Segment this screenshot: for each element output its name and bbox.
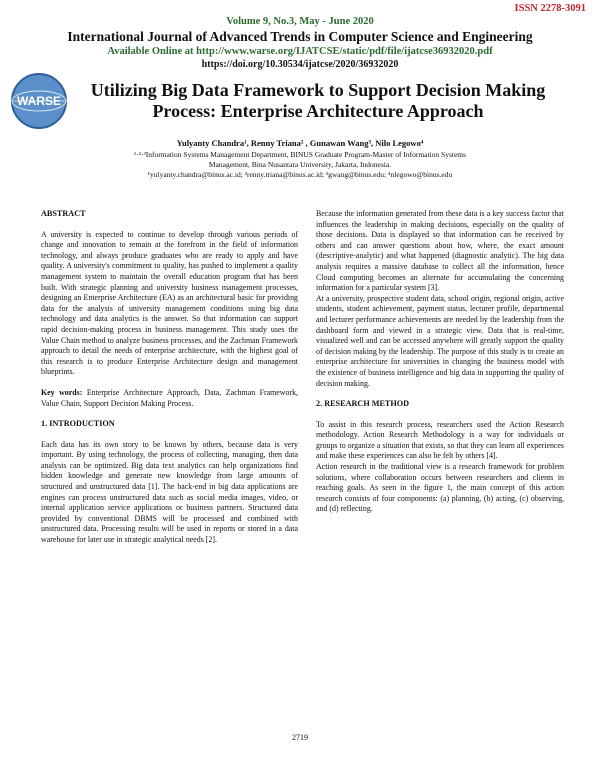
warse-logo xyxy=(5,70,73,132)
keywords-text: Enterprise Architecture Approach, Data, Zachman Framework, Value Chain, Support Decision Making Process. xyxy=(41,387,298,408)
affiliation-line1: ¹·²·³Information Systems Management Department, BINUS Graduate Program-Master of Information Systems xyxy=(133,150,467,159)
keywords-label: Key words: xyxy=(41,387,83,397)
affiliation xyxy=(85,150,515,180)
research-method-heading: 2. RESEARCH METHOD xyxy=(316,399,410,409)
method-paragraph-2: Action research in the traditional view is a research framework for problem solutions, where collaboration occurs between researchers and clients in reaching goals. As seen in the figure 1, the main concept of this action research consists of four components: (a) planning, (b) acting, (c) observing, and (d) reflecting. xyxy=(316,462,564,514)
volume-info: Volume 9, No.3, May - June 2020 xyxy=(226,16,374,27)
journal-title: International Journal of Advanced Trends in Computer Science and Engineering xyxy=(67,29,533,44)
intro-paragraph-2: Because the information generated from these data is a key success factor that influences the leadership in making decisions, especially on the quality of those decisions. Data is displayed so that information can be received by others and can answer questions about how, where, the exact amount (descriptive-analytic) and what happened (diagnostic analytic). The big data analysis requires a massive database to collect all the information, hence Cloud computing becomes an alternate for accumulating the concerning information for a particular system [3]. xyxy=(316,209,564,293)
online-url[interactable]: Available Online at http://www.warse.org/IJATCSE/static/pdf/file/ijatcse36932020.pdf xyxy=(107,46,493,57)
method-paragraph-1: To assist in this research process, researchers used the Action Research methodology. Action Research Methodology is a way for individuals or groups to organize a situation that exists, so that they can learn all experiences and make these experiences can also be felt by others [4]. xyxy=(316,419,564,461)
authors: Yulyanty Chandra¹, Renny Triana² , Gunawan Wang³, Nilo Legowo⁴ xyxy=(176,138,424,148)
keywords xyxy=(41,388,298,409)
right-column xyxy=(316,209,564,515)
left-column xyxy=(41,209,298,546)
issn: ISSN 2278-3091 xyxy=(514,3,586,14)
intro-paragraph-3: At a university, prospective student data, school origin, regional origin, active students, student achievement, payment status, lecturer profile, departmental and lecturer performance achievements are needed by the leadership from the dashboard form and viewed in a strategic view. Data that is real-time, visualized well and can be accessed anywhere will greatly support the quality of decision making by the leadership. The purpose of this study is to create an enterprise architecture for universities in changing the business model with the existence of business intelligence and big data in supporting the quality of decision making. xyxy=(316,293,564,388)
abstract-text: A university is expected to continue to develop through various periods of change and innovation to remain at the forefront in the field of information technology, and always produce graduates who are ready to apply and have quality. A university's commitment to quality, has pushed to implement a quality management system to maintain the overall education program that has been built. With strategic planning and university business management processes, designing an Enterprise Architecture (EA) as an architectural basic for providing data for the analysis of university management conditions using big data technology and data analytics is the answer. So that information can support rapid decision-making process in business management. This study uses the Value Chain method to analyze business processes, and the Zachman Framework approach to detail the needs of enterprise architecture, with the highest goal of this research is to produce Enterprise Architecture design and management blueprints. xyxy=(41,229,298,377)
paper-title xyxy=(68,80,568,122)
introduction-heading: 1. INTRODUCTION xyxy=(41,419,115,429)
abstract-heading: ABSTRACT xyxy=(41,209,86,218)
paper-title-line1: Utilizing Big Data Framework to Support Decision Making xyxy=(90,80,546,100)
doi-link[interactable]: https://doi.org/10.30534/ijatcse/2020/36932020 xyxy=(201,59,399,70)
introduction-text: Each data has its own story to be known by others, because data is very important. By using technology, the process of collecting, managing, then data analysis can be optimized. Big data text analytics can help organizations find hidden knowledge and generate new knowledge from large amounts of structured and unstructured data [1]. The back-end in big data applications are engines can process unstructured data such as social media images, video, or internal application service applications or business partners. Structured data provided by conventional DBMS will be processed and combined with unstructured data. Processing results will be used in reports or stored in a data warehouse for later use in strategic analytical needs [2]. xyxy=(41,439,298,545)
author-emails: ¹yulyanty.chandra@binus.ac.id; ²renny.triana@binus.ac.id; ³gwang@binus.edu; ⁴nlegowo@binus.edu xyxy=(147,170,453,179)
page-number: 2719 xyxy=(292,733,308,742)
svg-text:WARSE: WARSE xyxy=(16,94,62,108)
paper-title-line2: Process: Enterprise Architecture Approach xyxy=(152,101,484,121)
affiliation-line2: Management, Bina Nusantara University, Jakarta, Indonesia. xyxy=(208,160,392,169)
